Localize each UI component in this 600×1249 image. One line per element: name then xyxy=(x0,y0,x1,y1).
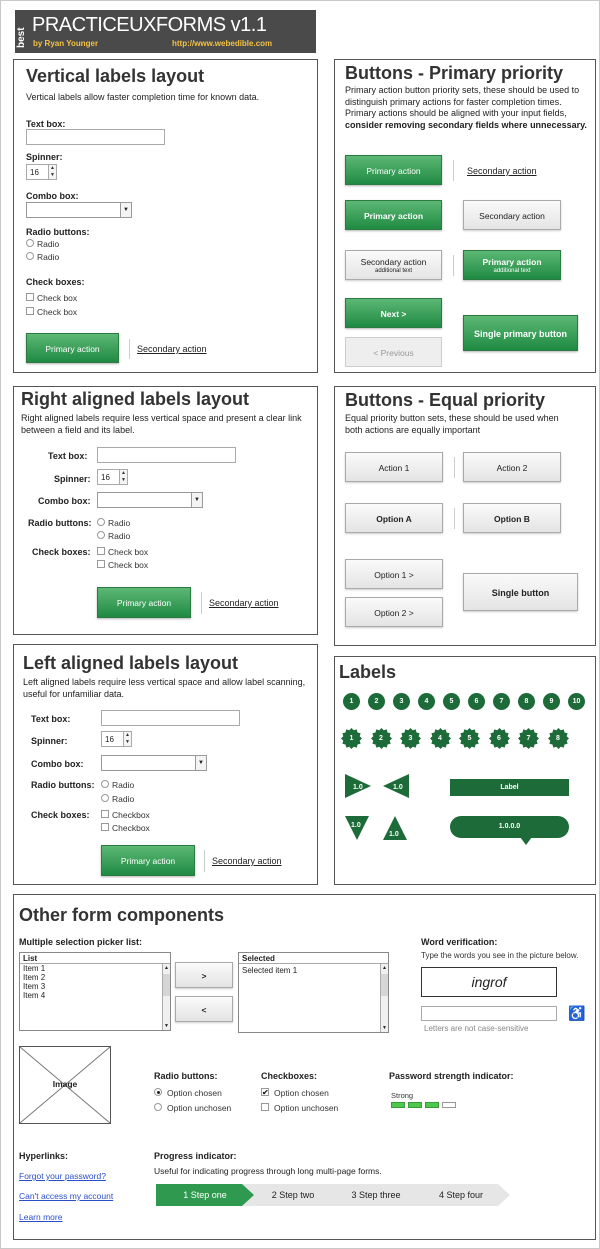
logo-author: by Ryan Younger xyxy=(33,39,99,48)
spinner-arrows[interactable]: ▲ ▼ xyxy=(123,731,132,747)
checkboxes-label: Checkboxes: xyxy=(261,1071,318,1081)
radio-button[interactable] xyxy=(26,239,34,247)
picker-label: Multiple selection picker list: xyxy=(19,937,143,947)
secondary-action-button[interactable]: Secondary action xyxy=(463,200,561,230)
password-strength-meter xyxy=(391,1102,461,1109)
primary-action-sub-button[interactable] xyxy=(463,250,561,280)
star-labels xyxy=(341,728,591,752)
step-one[interactable]: 1 Step one xyxy=(183,1190,227,1200)
radio-text: Option chosen xyxy=(167,1088,222,1098)
combo-label: Combo box: xyxy=(38,496,91,506)
selected-list[interactable] xyxy=(238,952,389,1033)
triangle-up-label xyxy=(383,816,407,840)
triangle-text: 1.0 xyxy=(353,784,363,791)
textbox-label: Text box: xyxy=(48,451,88,461)
next-button[interactable]: Next > xyxy=(345,298,442,328)
circle-label: 7 xyxy=(493,693,510,710)
scrollbar[interactable] xyxy=(380,964,388,1032)
checkbox-unchecked[interactable] xyxy=(261,1103,269,1111)
secondary-action-link[interactable]: Secondary action xyxy=(467,166,537,176)
progress-label: Progress indicator: xyxy=(154,1151,237,1161)
checkbox-text: Option chosen xyxy=(274,1088,329,1098)
textbox-input[interactable] xyxy=(101,710,240,726)
list-header: Selected xyxy=(239,953,388,964)
checkbox-text: Option unchosen xyxy=(274,1103,339,1113)
spinner-value: 16 xyxy=(30,168,39,177)
checkbox-checked[interactable]: ✔ xyxy=(262,1088,269,1097)
spinner-arrows[interactable]: ▲ ▼ xyxy=(48,164,57,180)
desc-bold: consider removing secondary fields where unnecessary. xyxy=(345,119,587,130)
step-four[interactable]: 4 Step four xyxy=(438,1190,484,1200)
panel-title: Buttons - Primary priority xyxy=(345,63,564,83)
star-label xyxy=(518,728,539,749)
radio-button[interactable] xyxy=(26,252,34,260)
password-strength-text: Strong xyxy=(391,1091,414,1100)
forgot-password-link[interactable]: Forgot your password? xyxy=(19,1171,106,1181)
star-text: 2 xyxy=(379,735,383,742)
radio-button[interactable] xyxy=(97,518,105,526)
option1-button[interactable]: Option 1 > xyxy=(345,559,443,589)
chevron-down-icon[interactable]: ▼ xyxy=(191,493,202,507)
textbox-label: Text box: xyxy=(26,119,66,129)
list-header: List xyxy=(20,953,170,964)
star-label xyxy=(341,728,362,749)
scroll-down-icon[interactable]: ▼ xyxy=(164,1023,169,1029)
circle-label: 8 xyxy=(518,693,535,710)
right-aligned-labels-panel xyxy=(13,386,318,635)
textbox-label: Text box: xyxy=(31,714,71,724)
verify-label: Word verification: xyxy=(421,937,498,947)
circle-label: 4 xyxy=(418,693,435,710)
strength-segment-filled xyxy=(408,1102,422,1108)
textbox-input[interactable] xyxy=(97,447,236,463)
available-list[interactable] xyxy=(19,952,171,1031)
logo-url: http://www.webedible.com xyxy=(172,39,273,48)
other-components-panel xyxy=(13,894,596,1240)
image-placeholder xyxy=(19,1046,111,1124)
radio-text: Radio xyxy=(108,531,131,541)
triangle-right-label xyxy=(345,774,371,798)
scroll-thumb[interactable] xyxy=(163,974,170,996)
equal-priority-panel xyxy=(334,386,596,646)
checkbox-text: Check box xyxy=(37,307,78,317)
triangle-left-label xyxy=(383,774,409,798)
single-primary-button[interactable]: Single primary button xyxy=(463,315,578,351)
secondary-action-link[interactable]: Secondary action xyxy=(212,856,282,866)
progress-steps xyxy=(156,1184,516,1208)
star-label xyxy=(430,728,451,749)
triangle-text: 1.0 xyxy=(393,784,403,791)
star-text: 8 xyxy=(556,735,560,742)
hyperlinks-label: Hyperlinks: xyxy=(19,1151,69,1161)
secondary-action-sub-button[interactable] xyxy=(345,250,442,280)
triangle-text: 1.0 xyxy=(389,831,399,838)
triangle-down-label xyxy=(345,816,369,840)
radio-label: Radio buttons: xyxy=(31,780,95,790)
action2-button[interactable]: Action 2 xyxy=(463,452,561,482)
circle-label: 10 xyxy=(568,693,585,710)
chevron-down-icon[interactable]: ▼ xyxy=(195,756,206,770)
radio-label: Radio buttons: xyxy=(26,227,90,237)
checkbox-text: Checkbox xyxy=(112,810,150,820)
circle-label: 1 xyxy=(343,693,360,710)
star-label xyxy=(400,728,421,749)
panel-desc xyxy=(345,85,591,131)
radio-button[interactable] xyxy=(97,531,105,539)
radio-text: Radio xyxy=(112,794,135,804)
image-label: Image xyxy=(52,1079,78,1089)
radio-text: Radio xyxy=(112,780,135,790)
desc-text: Primary action button priority sets, these should be used to distinguish primary actions for faster completion times. Primary actions should be aligned with your input fields, xyxy=(345,85,580,118)
star-text: 6 xyxy=(497,735,501,742)
star-text: 4 xyxy=(438,735,442,742)
circle-labels xyxy=(343,693,593,713)
scrollbar[interactable] xyxy=(162,964,170,1030)
list-item[interactable]: Item 2 xyxy=(23,973,46,982)
spinner-value: 16 xyxy=(105,735,114,744)
panel-title: Other form components xyxy=(19,905,225,925)
checkbox-text: Check box xyxy=(37,293,78,303)
strength-segment-filled xyxy=(425,1102,439,1108)
checkbox-text: Check box xyxy=(108,560,149,570)
combo-box[interactable] xyxy=(26,202,132,218)
captcha-image: ingrof xyxy=(421,967,557,997)
learn-more-link[interactable]: Learn more xyxy=(19,1212,63,1222)
circle-label: 2 xyxy=(368,693,385,710)
bubble-body: 1.0.0.0 xyxy=(450,816,569,838)
divider xyxy=(453,255,454,276)
spinner-label: Spinner: xyxy=(31,736,68,746)
combo-label: Combo box: xyxy=(26,191,79,201)
button-label: Primary action xyxy=(482,257,542,267)
star-text: 3 xyxy=(408,735,413,742)
spinner-input[interactable] xyxy=(97,469,126,485)
checkbox-text: Check box xyxy=(108,547,149,557)
radio-label: Radio buttons: xyxy=(154,1071,218,1081)
textbox-input[interactable] xyxy=(26,129,165,145)
radio-button-chosen[interactable] xyxy=(154,1088,162,1096)
divider xyxy=(201,592,202,614)
circle-label: 3 xyxy=(393,693,410,710)
scroll-down-icon[interactable]: ▼ xyxy=(382,1025,387,1031)
combo-label: Combo box: xyxy=(31,759,84,769)
single-button[interactable]: Single button xyxy=(463,573,578,611)
action1-button[interactable]: Action 1 xyxy=(345,452,443,482)
radio-text: Option unchosen xyxy=(167,1103,232,1113)
divider xyxy=(453,160,454,181)
step-two[interactable]: 2 Step two xyxy=(271,1190,315,1200)
button-sublabel: additional text xyxy=(374,268,413,274)
panel-title: Left aligned labels layout xyxy=(23,653,239,673)
strength-segment-filled xyxy=(391,1102,405,1108)
secondary-action-link[interactable]: Secondary action xyxy=(137,344,207,354)
star-label xyxy=(371,728,392,749)
panel-title: Labels xyxy=(339,662,397,682)
checkbox-text: Checkbox xyxy=(112,823,150,833)
move-left-button[interactable]: < xyxy=(175,996,233,1022)
combo-box[interactable] xyxy=(101,755,207,771)
checkbox[interactable] xyxy=(97,547,105,555)
star-text: 7 xyxy=(526,735,531,742)
primary-action-button[interactable]: Primary action xyxy=(345,200,442,230)
divider xyxy=(129,339,130,359)
list-item[interactable]: Selected item 1 xyxy=(242,966,298,975)
list-item[interactable]: Item 4 xyxy=(23,991,46,1000)
radio-button[interactable] xyxy=(101,794,109,802)
logo-title: PRACTICEUXFORMS v1.1 xyxy=(32,14,267,36)
primary-action-button[interactable]: Primary action xyxy=(345,155,442,185)
button-sublabel: additional text xyxy=(493,268,531,274)
checkbox[interactable] xyxy=(26,293,34,301)
list-item[interactable]: Item 1 xyxy=(23,964,46,973)
verify-note: Letters are not case-sensitive xyxy=(424,1024,529,1033)
star-label xyxy=(489,728,510,749)
divider xyxy=(454,457,455,478)
panel-desc: Left aligned labels require less vertical space and allow label scanning, useful for unfamiliar data. xyxy=(23,677,306,699)
circle-label: 9 xyxy=(543,693,560,710)
scroll-up-icon[interactable]: ▲ xyxy=(164,965,169,971)
bar-label: Label xyxy=(450,779,569,796)
checkbox[interactable] xyxy=(101,823,109,831)
progress-desc: Useful for indicating progress through long multi-page forms. xyxy=(154,1166,382,1176)
primary-action-button[interactable]: Primary action xyxy=(97,587,191,618)
panel-title: Buttons - Equal priority xyxy=(345,390,545,410)
left-aligned-labels-panel xyxy=(13,644,318,885)
chevron-down-icon[interactable]: ▼ xyxy=(120,203,131,217)
list-item[interactable]: Item 3 xyxy=(23,982,46,991)
star-label xyxy=(548,728,569,749)
divider xyxy=(454,508,455,529)
combo-box[interactable] xyxy=(97,492,203,508)
radio-text: Radio xyxy=(37,239,60,249)
scroll-up-icon[interactable]: ▲ xyxy=(382,965,387,971)
labels-panel xyxy=(334,656,596,885)
panel-title: Right aligned labels layout xyxy=(21,389,250,409)
check-label: Check boxes: xyxy=(26,277,85,287)
radio-text: Radio xyxy=(37,252,60,262)
primary-action-button[interactable]: Primary action xyxy=(101,845,195,876)
panel-desc: Right aligned labels require less vertical space and present a clear link between a field and its label. xyxy=(21,413,302,435)
check-label: Check boxes: xyxy=(31,810,90,820)
secondary-action-link[interactable]: Secondary action xyxy=(209,598,279,608)
spinner-value: 16 xyxy=(101,473,110,482)
button-label: Secondary action xyxy=(360,257,427,267)
vertical-labels-panel xyxy=(13,59,318,373)
radio-label: Radio buttons: xyxy=(28,518,92,528)
panel-desc: Vertical labels allow faster completion time for known data. xyxy=(26,92,260,102)
header-logo xyxy=(15,10,316,53)
checkbox[interactable] xyxy=(26,307,34,315)
star-label xyxy=(459,728,480,749)
radio-button-unchosen[interactable] xyxy=(154,1103,162,1111)
spinner-input[interactable] xyxy=(26,164,55,180)
triangle-text: 1.0 xyxy=(351,822,361,829)
captcha-input[interactable] xyxy=(421,1006,557,1021)
spinner-arrows[interactable]: ▲ ▼ xyxy=(119,469,128,485)
check-label: Check boxes: xyxy=(32,547,91,557)
spinner-label: Spinner: xyxy=(54,474,91,484)
move-right-button[interactable]: > xyxy=(175,962,233,988)
star-text: 1 xyxy=(349,735,354,742)
logo-best: best xyxy=(16,27,27,48)
bubble-label xyxy=(450,816,569,846)
cant-access-account-link[interactable]: Can't access my account xyxy=(19,1191,114,1201)
primary-priority-panel xyxy=(334,59,596,373)
circle-label: 6 xyxy=(468,693,485,710)
checkbox[interactable] xyxy=(101,810,109,818)
circle-label: 5 xyxy=(443,693,460,710)
password-label: Password strength indicator: xyxy=(389,1071,514,1081)
scroll-thumb[interactable] xyxy=(381,974,388,996)
accessibility-icon[interactable]: ♿ xyxy=(568,1005,586,1021)
star-text: 5 xyxy=(467,735,472,742)
checkbox[interactable] xyxy=(97,560,105,568)
spinner-label: Spinner: xyxy=(26,152,63,162)
bubble-tail xyxy=(520,837,532,845)
divider xyxy=(204,850,205,872)
radio-text: Radio xyxy=(108,518,131,528)
radio-button[interactable] xyxy=(101,780,109,788)
option2-button[interactable]: Option 2 > xyxy=(345,597,443,627)
optionB-button[interactable]: Option B xyxy=(463,503,561,533)
strength-segment-empty xyxy=(442,1102,456,1108)
step-three[interactable]: 3 Step three xyxy=(351,1190,401,1200)
panel-title: Vertical labels layout xyxy=(26,66,205,86)
previous-button[interactable]: < Previous xyxy=(345,337,442,367)
spinner-input[interactable] xyxy=(101,731,130,747)
optionA-button[interactable]: Option A xyxy=(345,503,443,533)
verify-desc: Type the words you see in the picture below. xyxy=(421,951,579,960)
primary-action-button[interactable]: Primary action xyxy=(26,333,119,363)
panel-desc: Equal priority button sets, these should be used when both actions are equally important xyxy=(345,413,559,435)
